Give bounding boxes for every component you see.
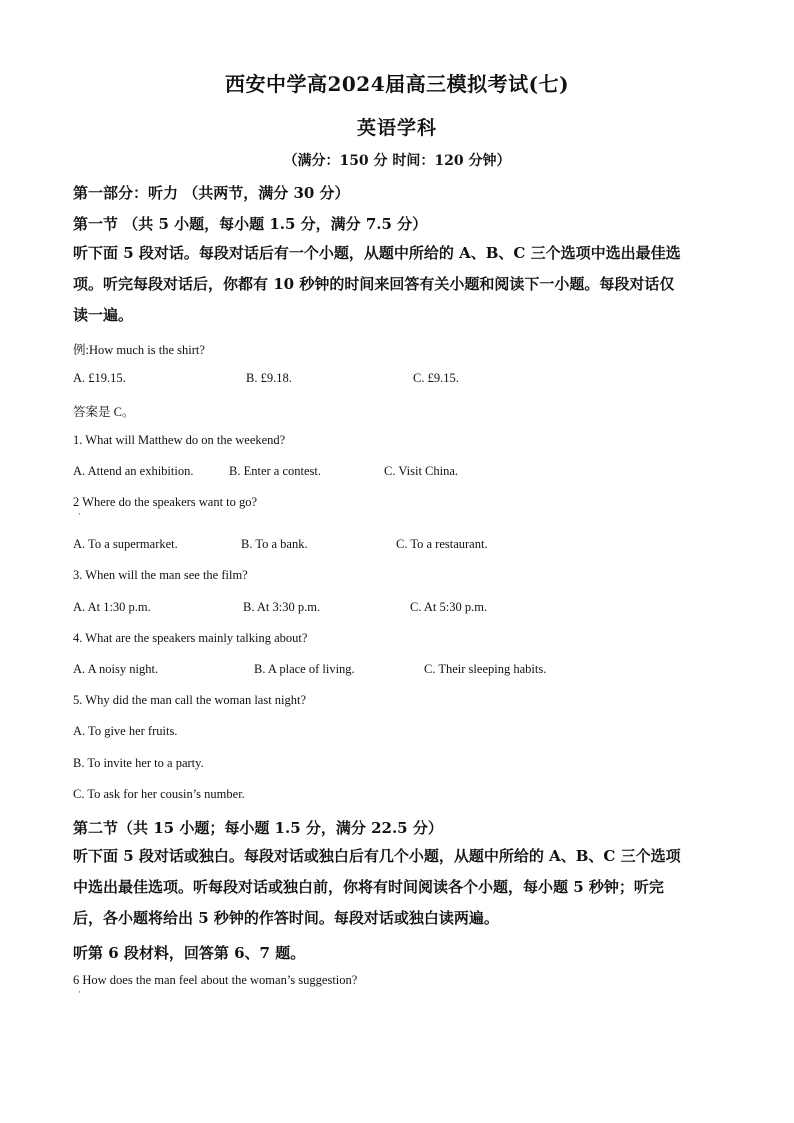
q2-option-c: C. To a restaurant. (396, 537, 488, 551)
q3-option-a: A. At 1:30 p.m. (73, 600, 151, 614)
section2-instructions (73, 841, 723, 934)
question-1: 1. What will Matthew do on the weekend? (73, 433, 286, 447)
material6-heading: 听第 6 段材料，回答第 6、7 题。 (73, 944, 306, 962)
stray-dot: · (78, 510, 81, 520)
instruction-line: 中选出最佳选项。听每段对话或独白前，你将有时间阅读各个小题，每小题 5 秒钟；听完 (73, 878, 664, 896)
instruction-line: 听下面 5 段对话或独白。每段对话或独白后有几个小题，从题中所给的 A、B、C 三个选项 (73, 847, 681, 865)
stray-dot: · (78, 988, 81, 998)
question-2: 2 Where do the speakers want to go? (73, 495, 258, 509)
q1-option-a: A. Attend an exhibition. (73, 464, 194, 478)
instruction-line: 后，各小题将给出 5 秒钟的作答时间。每段对话或独白读两遍。 (73, 909, 499, 927)
part1-heading: 第一部分：听力 （共两节，满分 30 分） (73, 184, 350, 202)
q1-option-c: C. Visit China. (384, 464, 459, 478)
instruction-line: 项。听完每段对话后，你都有 10 秒钟的时间来回答有关小题和阅读下一小题。每段对话仅 (73, 275, 675, 293)
q2-option-b: B. To a bank. (241, 537, 308, 551)
section1-heading: 第一节 （共 5 小题，每小题 1.5 分，满分 7.5 分） (73, 215, 428, 233)
q5-option-c: C. To ask for her cousin’s number. (73, 787, 245, 801)
question-5: 5. Why did the man call the woman last night? (73, 693, 307, 707)
q3-option-c: C. At 5:30 p.m. (410, 600, 488, 614)
section1-instructions (73, 238, 723, 331)
question-4: 4. What are the speakers mainly talking about? (73, 631, 308, 645)
q3-option-b: B. At 3:30 p.m. (243, 600, 321, 614)
q1-option-b: B. Enter a contest. (229, 464, 321, 478)
question-3: 3. When will the man see the film? (73, 568, 248, 582)
q4-option-b: B. A place of living. (254, 662, 355, 676)
instruction-line: 读一遍。 (73, 306, 134, 324)
q2-option-a: A. To a supermarket. (73, 537, 178, 551)
instruction-line: 听下面 5 段对话。每段对话后有一个小题，从题中所给的 A、B、C 三个选项中选出最佳选 (73, 244, 681, 262)
question-6: 6 How does the man feel about the woman’s suggestion? (73, 973, 358, 987)
q5-option-a: A. To give her fruits. (73, 724, 178, 738)
example-question: 例:How much is the shirt? (73, 343, 205, 357)
section2-heading: 第二节（共 15 小题；每小题 1.5 分，满分 22.5 分） (73, 819, 443, 837)
q5-option-b: B. To invite her to a party. (73, 756, 204, 770)
example-answer: 答案是 C。 (73, 405, 135, 419)
example-option-c: C. £9.15. (413, 371, 459, 385)
exam-title: 西安中学高2024届高三模拟考试(七) (224, 72, 570, 96)
score-time-info: （满分：150 分 时间：120 分钟） (283, 153, 511, 169)
q4-option-c: C. Their sleeping habits. (424, 662, 547, 676)
example-option-b: B. £9.18. (246, 371, 292, 385)
q4-option-a: A. A noisy night. (73, 662, 159, 676)
subject-title: 英语学科 (356, 117, 437, 139)
example-option-a: A. £19.15. (73, 371, 126, 385)
